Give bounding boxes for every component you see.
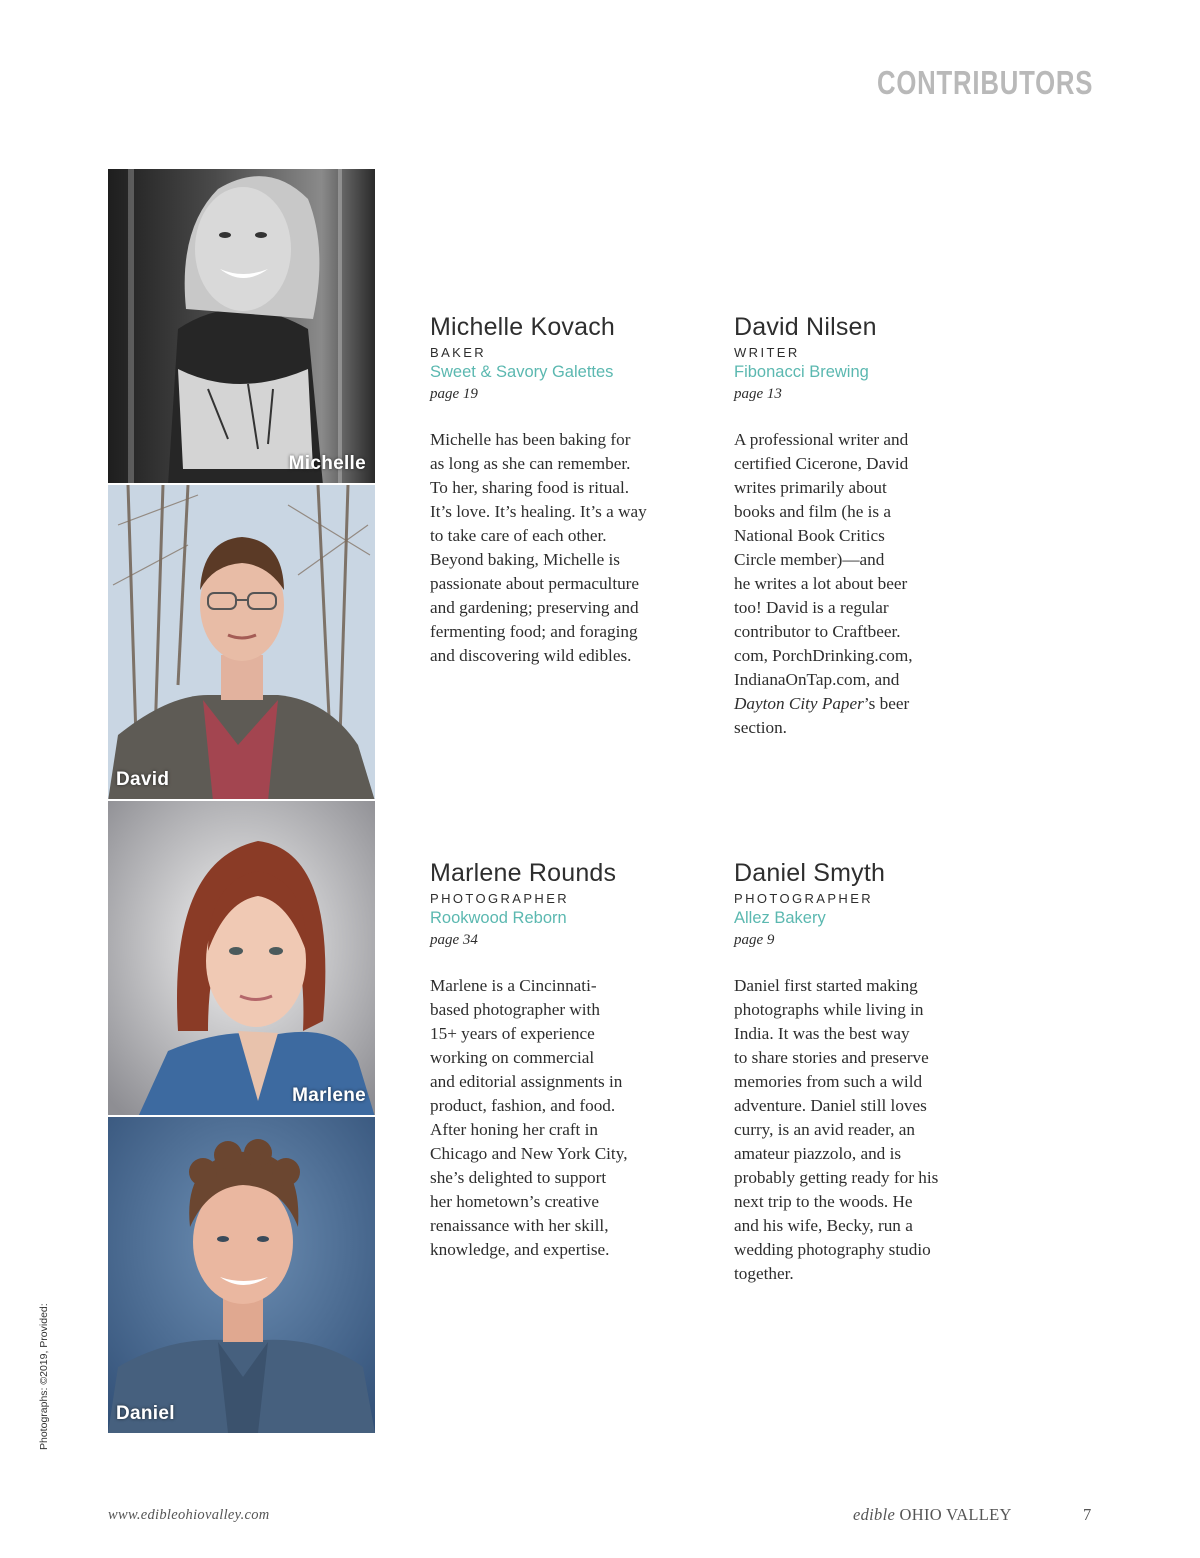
bio-line: Chicago and New York City, — [430, 1144, 628, 1163]
contributor-name: Marlene Rounds — [430, 859, 617, 887]
bio-line: next trip to the woods. He — [734, 1192, 913, 1211]
contributor-bio — [734, 428, 979, 740]
section-title: CONTRIBUTORS — [876, 64, 1093, 101]
photo-credit: Photographs: ©2019, Provided: — [38, 1303, 50, 1450]
bio-line: 15+ years of experience — [430, 1024, 595, 1043]
bio-line: To her, sharing food is ritual. — [430, 478, 630, 497]
contributor-role: WRITER — [734, 345, 800, 360]
photo-label-daniel: Daniel — [116, 1403, 175, 1424]
bio-line: Circle member)—and — [734, 550, 885, 569]
photo-label-marlene: Marlene — [292, 1085, 366, 1106]
bio-line: too! David is a regular — [734, 598, 889, 617]
bio-line: It’s love. It’s healing. It’s a way — [430, 502, 647, 521]
bio-line: probably getting ready for his — [734, 1168, 939, 1187]
bio-line: product, fashion, and food. — [430, 1096, 616, 1115]
bio-line: based photographer with — [430, 1000, 600, 1019]
photo-marlene — [108, 801, 375, 1117]
bio-line: Daniel first started making — [734, 976, 918, 995]
page-number: 7 — [1083, 1505, 1092, 1524]
bio-line: amateur piazzolo, and is — [734, 1144, 902, 1163]
magazine-name-rest: OHIO VALLEY — [895, 1505, 1012, 1524]
bio-line: Michelle has been baking for — [430, 430, 631, 449]
bio-line: Marlene is a Cincinnati- — [430, 976, 597, 995]
contributor-bio — [430, 428, 675, 668]
bio-line: After honing her craft in — [430, 1120, 598, 1139]
contributor-bio — [734, 974, 979, 1286]
bio-line: passionate about permaculture — [430, 574, 640, 593]
bio-line: to take care of each other. — [430, 526, 607, 545]
bio-line: IndianaOnTap.com, and — [734, 670, 900, 689]
bio-line: certified Cicerone, David — [734, 454, 909, 473]
david-portrait-image — [108, 485, 375, 801]
contributor-michelle — [430, 312, 675, 668]
bio-line: her hometown’s creative — [430, 1192, 599, 1211]
bio-line: fermenting food; and foraging — [430, 622, 638, 641]
page-reference: page 13 — [734, 386, 782, 402]
photo-michelle — [108, 169, 375, 485]
story-link[interactable]: Fibonacci Brewing — [734, 363, 869, 381]
bio-line: together. — [734, 1264, 794, 1283]
photo-column — [108, 169, 375, 1433]
bio-line: adventure. Daniel still loves — [734, 1096, 927, 1115]
bio-line — [734, 692, 979, 716]
photo-david — [108, 485, 375, 801]
marlene-portrait-image — [108, 801, 375, 1117]
contributor-bio — [430, 974, 675, 1262]
bio-line: writes primarily about — [734, 478, 887, 497]
daniel-portrait-image — [108, 1117, 375, 1433]
contributor-marlene — [430, 858, 675, 1262]
contributor-role: PHOTOGRAPHER — [734, 891, 874, 906]
bio-line: memories from such a wild — [734, 1072, 923, 1091]
contributor-name: Daniel Smyth — [734, 859, 886, 887]
contributor-daniel — [734, 858, 979, 1286]
bio-line: and editorial assignments in — [430, 1072, 623, 1091]
magazine-name-italic: edible — [853, 1505, 896, 1524]
footer-url-link[interactable]: www.edibleohiovalley.com — [108, 1507, 270, 1523]
bio-line: knowledge, and expertise. — [430, 1240, 610, 1259]
bio-line: contributor to Craftbeer. — [734, 622, 901, 641]
publication-title: Dayton City Paper — [734, 694, 864, 713]
bio-line: National Book Critics — [734, 526, 885, 545]
footer-magazine-name — [853, 1505, 1012, 1525]
bio-line: wedding photography studio — [734, 1240, 931, 1259]
bio-line: and his wife, Becky, run a — [734, 1216, 913, 1235]
bio-line: India. It was the best way — [734, 1024, 910, 1043]
contributor-role: PHOTOGRAPHER — [430, 891, 570, 906]
bio-line: and discovering wild edibles. — [430, 646, 632, 665]
contributor-role: BAKER — [430, 345, 487, 360]
page-reference: page 19 — [430, 386, 478, 402]
contributor-name: David Nilsen — [734, 313, 877, 341]
bio-line: working on commercial — [430, 1048, 595, 1067]
photo-label-david: David — [116, 769, 170, 790]
contributor-david — [734, 312, 979, 740]
bio-line: com, PorchDrinking.com, — [734, 646, 913, 665]
bio-line: photographs while living in — [734, 1000, 924, 1019]
bio-line: he writes a lot about beer — [734, 574, 908, 593]
bio-line: Beyond baking, Michelle is — [430, 550, 620, 569]
story-link[interactable]: Rookwood Reborn — [430, 909, 567, 927]
bio-line: as long as she can remember. — [430, 454, 631, 473]
bio-line: and gardening; preserving and — [430, 598, 639, 617]
bio-line: books and film (he is a — [734, 502, 892, 521]
page-reference: page 9 — [734, 932, 775, 948]
story-link[interactable]: Allez Bakery — [734, 909, 826, 927]
michelle-portrait-image — [108, 169, 375, 485]
bio-line-tail: ’s beer — [863, 694, 910, 713]
contributor-name: Michelle Kovach — [430, 313, 616, 341]
bio-line: section. — [734, 718, 787, 737]
photo-label-michelle: Michelle — [288, 453, 366, 474]
story-link[interactable]: Sweet & Savory Galettes — [430, 363, 614, 381]
photo-daniel — [108, 1117, 375, 1433]
bio-line: to share stories and preserve — [734, 1048, 929, 1067]
bio-line: she’s delighted to support — [430, 1168, 607, 1187]
bio-line: curry, is an avid reader, an — [734, 1120, 915, 1139]
bio-line: A professional writer and — [734, 430, 909, 449]
page-reference: page 34 — [430, 932, 478, 948]
bio-line: renaissance with her skill, — [430, 1216, 609, 1235]
